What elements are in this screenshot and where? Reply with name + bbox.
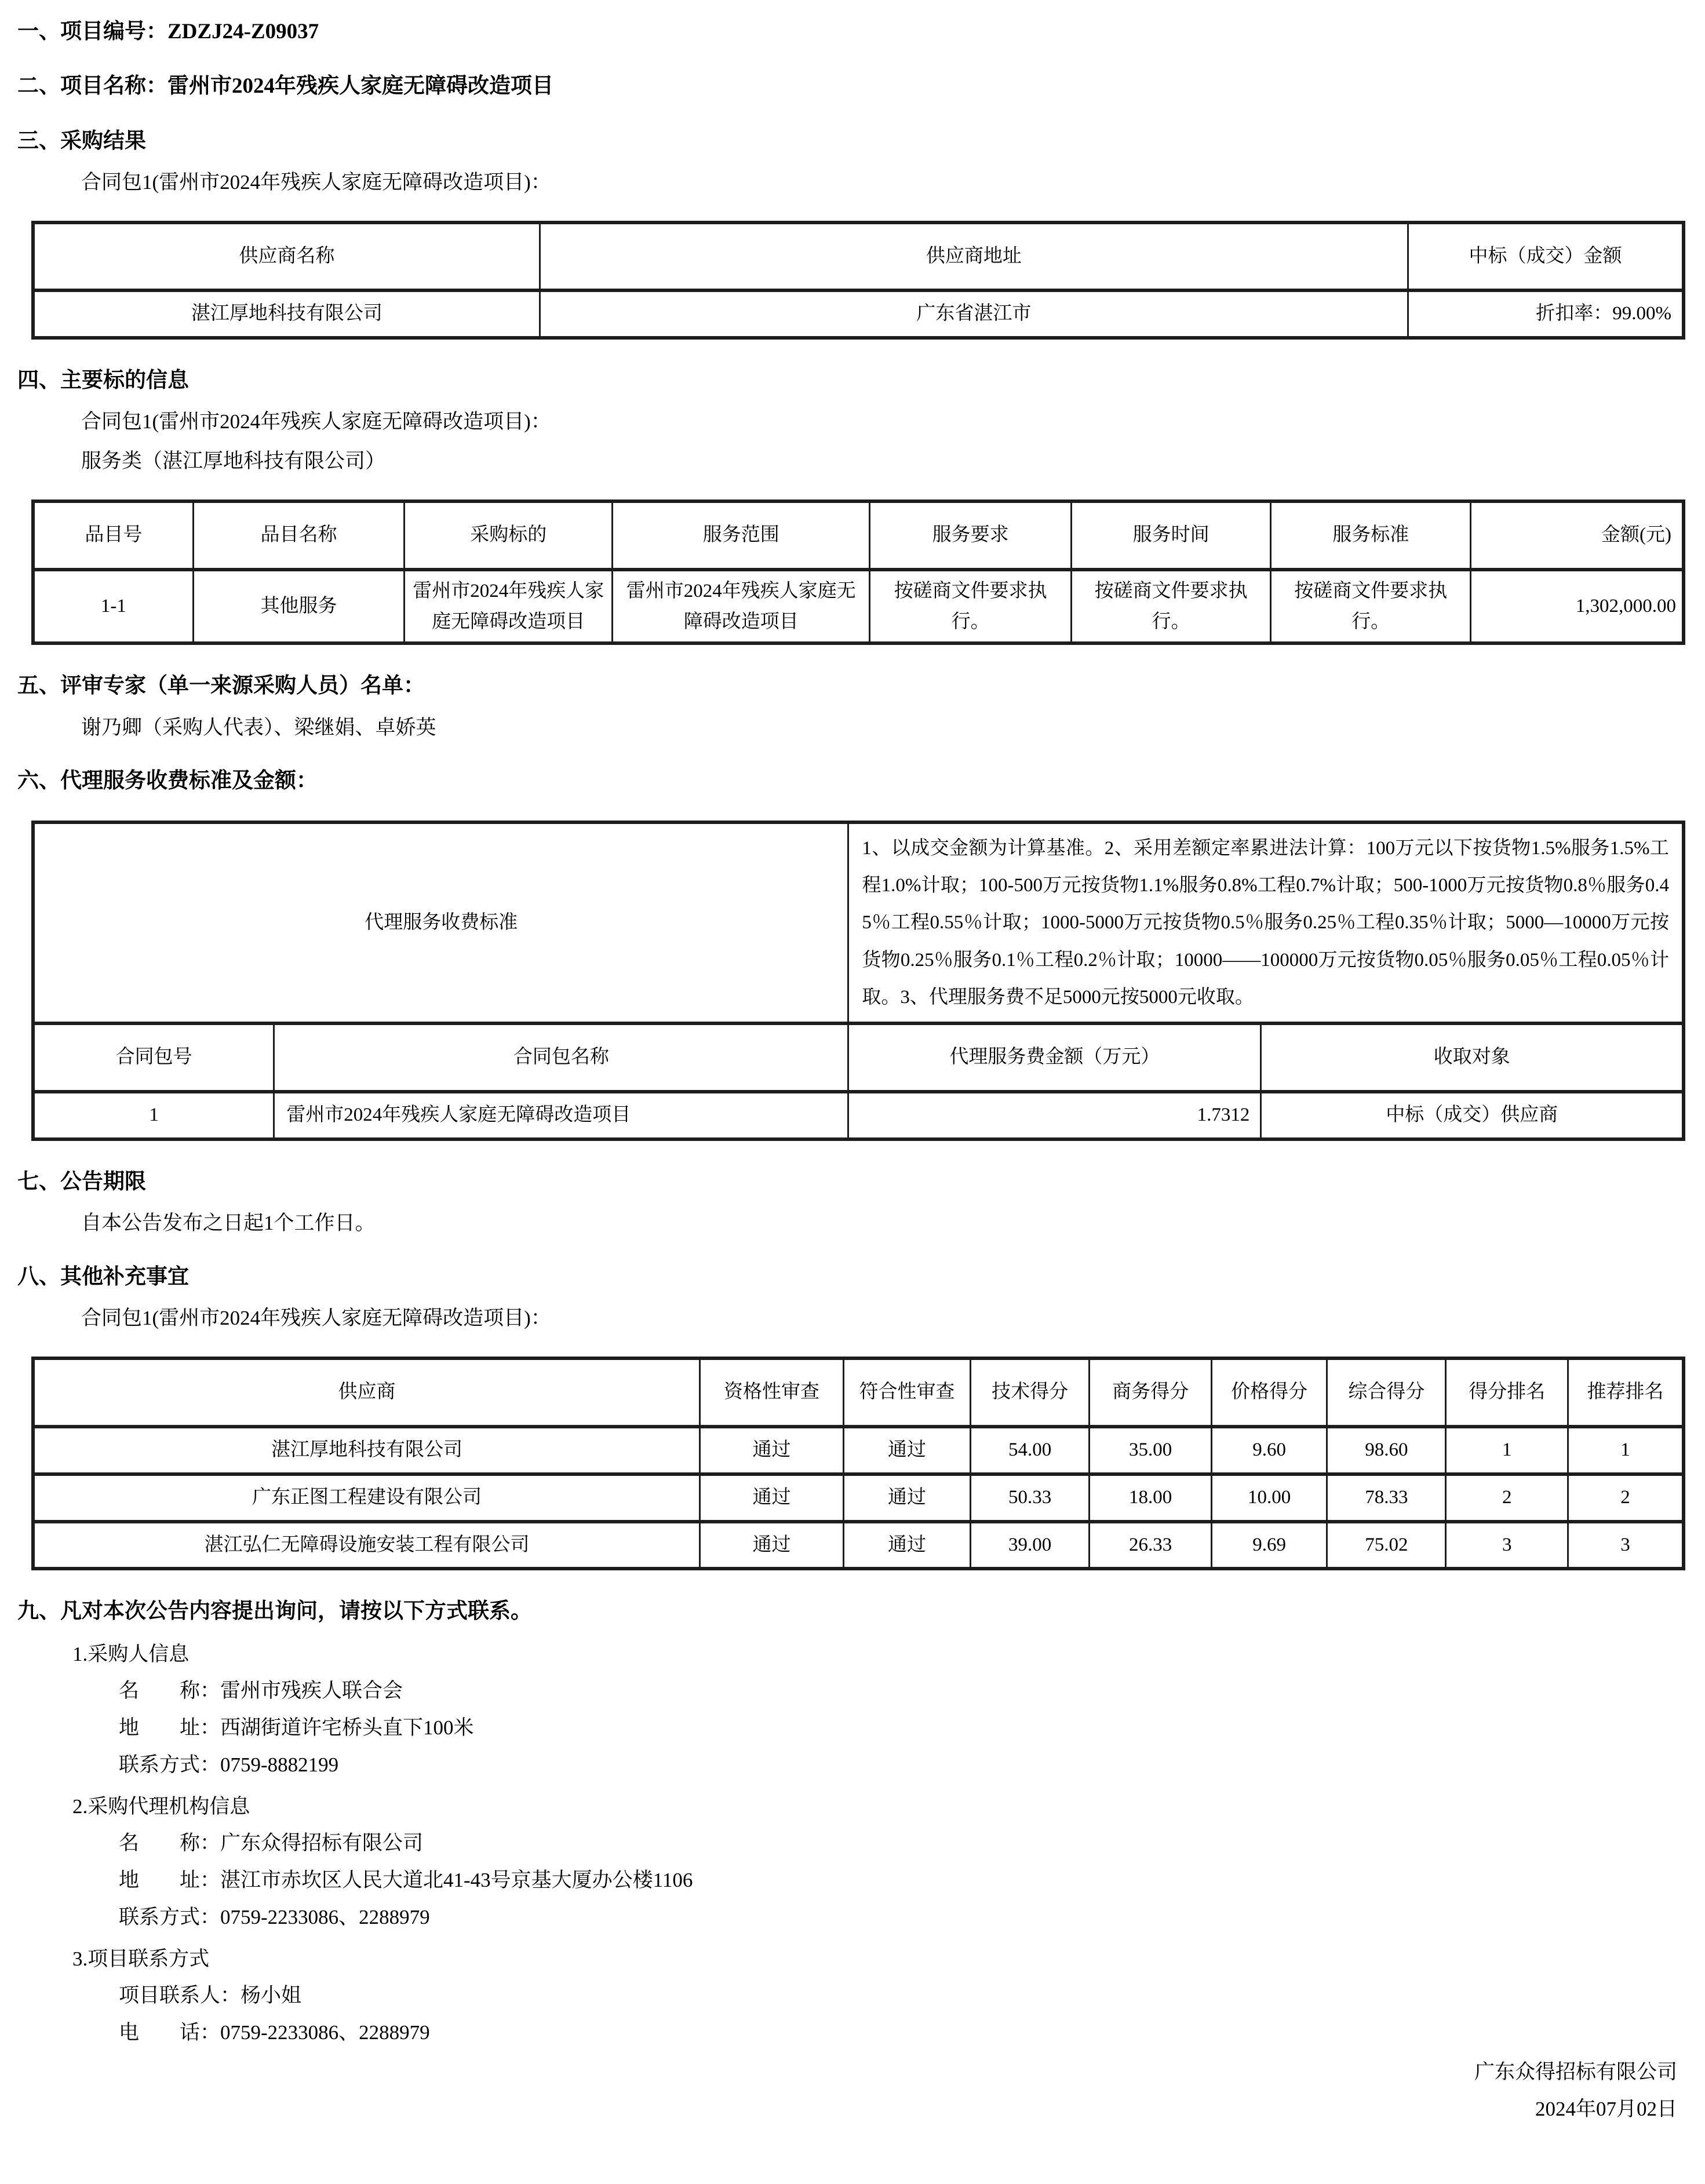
cell-supplier-name: 湛江厚地科技有限公司: [33, 290, 540, 338]
project-phone-line: 电 话：0759-2233086、2288979: [119, 2021, 430, 2044]
header-service-time: 服务时间: [1071, 501, 1271, 570]
cell-price-score: 10.00: [1211, 1474, 1327, 1522]
project-contact-person-line: 项目联系人：杨小姐: [119, 1984, 302, 2007]
cell-service-time: 按磋商文件要求执行。: [1071, 570, 1271, 644]
cell-qualification-review: 通过: [700, 1427, 844, 1474]
heading-project-name: 二、项目名称：雷州市2024年残疾人家庭无障碍改造项目: [17, 74, 553, 99]
cell-service-requirement: 按磋商文件要求执行。: [870, 570, 1071, 644]
cell-conformity-review: 通过: [843, 1427, 970, 1474]
cell-score-rank: 1: [1446, 1427, 1568, 1474]
header-total-score: 综合得分: [1327, 1358, 1446, 1427]
cell-technical-score: 50.33: [971, 1474, 1090, 1522]
heading-project-number: 一、项目编号：ZDZJ24-Z09037: [17, 20, 319, 43]
cell-business-score: 26.33: [1090, 1522, 1212, 1569]
cell-total-score: 75.02: [1327, 1522, 1446, 1569]
package-line-target: 合同包1(雷州市2024年残疾人家庭无障碍改造项目)：: [81, 410, 551, 433]
cell-technical-score: 54.00: [971, 1427, 1090, 1474]
supplier-score-table: [31, 1357, 1685, 1570]
cell-price-score: 9.60: [1211, 1427, 1327, 1474]
cell-score-rank: 2: [1446, 1474, 1568, 1522]
cell-fee-standard-label: 代理服务收费标准: [33, 822, 848, 1024]
header-item-name: 品目名称: [193, 501, 405, 570]
cell-service-standard: 按磋商文件要求执行。: [1271, 570, 1471, 644]
header-supplier-name: 供应商名称: [33, 223, 540, 291]
table-header-row: [33, 1023, 1684, 1092]
cell-fee-amount: 1.7312: [848, 1092, 1261, 1139]
table-data-row: [33, 290, 1684, 338]
header-amount-yuan: 金额(元): [1471, 501, 1684, 570]
cell-fee-standard-text: 1、以成交金额为计算基准。2、采用差额定率累进法计算：100万元以下按货物1.5%服务1.5%工程1.0%计取；100-500万元按货物1.1%服务0.8%工程0.7%计取；500-1000万元按货物0.8％服务0.45％工程0.55％计取；1000-5000万元按货物0.5％服务0.25％工程0.35％计取；5000—10000万元按货物0.25％服务0.1％工程0.2％计取；10000——100000万元按货物0.05％服务0.05％工程0.05％计取。3、代理服务费不足5000元按5000元收取。: [848, 822, 1684, 1024]
project-contact-title: 3.项目联系方式: [72, 1947, 210, 1970]
header-award-amount: 中标（成交）金额: [1408, 223, 1684, 291]
header-score-rank: 得分排名: [1446, 1358, 1568, 1427]
cell-score-rank: 3: [1446, 1522, 1568, 1569]
header-service-requirement: 服务要求: [870, 501, 1071, 570]
agency-phone-line: 联系方式：0759-2233086、2288979: [119, 1905, 430, 1928]
table-data-row: [33, 570, 1684, 644]
header-business-score: 商务得分: [1090, 1358, 1212, 1427]
header-recommend-rank: 推荐排名: [1568, 1358, 1684, 1427]
cell-supplier: 广东正图工程建设有限公司: [33, 1474, 700, 1522]
table-data-row: [33, 1092, 1684, 1139]
header-service-scope: 服务范围: [613, 501, 870, 570]
table-data-row: [33, 1522, 1684, 1569]
heading-agency-fee: 六、代理服务收费标准及金额：: [17, 769, 318, 793]
expert-names-line: 谢乃卿（采购人代表）、梁继娟、卓娇英: [81, 716, 436, 739]
table-data-row: [33, 1474, 1684, 1522]
table-header-row: [33, 501, 1684, 570]
header-technical-score: 技术得分: [971, 1358, 1090, 1427]
header-package-number: 合同包号: [33, 1023, 274, 1092]
heading-other-matters: 八、其他补充事宜: [17, 1265, 189, 1289]
table-data-row: [33, 1427, 1684, 1474]
cell-fee-payer: 中标（成交）供应商: [1261, 1092, 1684, 1139]
heading-expert-list: 五、评审专家（单一来源采购人员）名单：: [17, 674, 425, 698]
agency-info-title: 2.采购代理机构信息: [72, 1795, 250, 1818]
cell-recommend-rank: 2: [1568, 1474, 1684, 1522]
agency-address-line: 地 址：湛江市赤坎区人民大道北41-43号京基大厦办公楼1106: [119, 1869, 693, 1892]
cell-price-score: 9.69: [1211, 1522, 1327, 1569]
cell-service-scope: 雷州市2024年残疾人家庭无障碍改造项目: [613, 570, 870, 644]
heading-procurement-result: 三、采购结果: [17, 129, 146, 153]
header-item-number: 品目号: [33, 501, 193, 570]
cell-procurement-object: 雷州市2024年残疾人家庭无障碍改造项目: [405, 570, 613, 644]
cell-total-score: 98.60: [1327, 1427, 1446, 1474]
cell-business-score: 18.00: [1090, 1474, 1212, 1522]
purchaser-name-line: 名 称：雷州市残疾人联合会: [119, 1679, 403, 1702]
cell-item-name: 其他服务: [193, 570, 405, 644]
service-class-line: 服务类（湛江厚地科技有限公司）: [81, 450, 386, 473]
cell-conformity-review: 通过: [843, 1522, 970, 1569]
cell-qualification-review: 通过: [700, 1522, 844, 1569]
cell-qualification-review: 通过: [700, 1474, 844, 1522]
header-fee-amount: 代理服务费金额（万元）: [848, 1023, 1261, 1092]
agency-fee-table: [31, 821, 1685, 1141]
header-procurement-object: 采购标的: [405, 501, 613, 570]
header-supplier-address: 供应商地址: [540, 223, 1408, 291]
table-header-row: [33, 223, 1684, 291]
table-header-row: [33, 1358, 1684, 1427]
heading-bid-target-info: 四、主要标的信息: [17, 369, 189, 393]
cell-recommend-rank: 1: [1568, 1427, 1684, 1474]
agency-name-line: 名 称：广东众得招标有限公司: [119, 1832, 424, 1855]
purchaser-info-title: 1.采购人信息: [72, 1642, 190, 1665]
header-conformity-review: 符合性审查: [843, 1358, 970, 1427]
announcement-period-body: 自本公告发布之日起1个工作日。: [81, 1212, 376, 1235]
header-service-standard: 服务标准: [1271, 501, 1471, 570]
supplier-result-table: [31, 221, 1685, 340]
package-line-result: 合同包1(雷州市2024年残疾人家庭无障碍改造项目)：: [81, 170, 551, 194]
header-qualification-review: 资格性审查: [700, 1358, 844, 1427]
heading-announcement-period: 七、公告期限: [17, 1170, 146, 1194]
cell-business-score: 35.00: [1090, 1427, 1212, 1474]
cell-supplier-address: 广东省湛江市: [540, 290, 1408, 338]
cell-supplier: 湛江厚地科技有限公司: [33, 1427, 700, 1474]
footer-date: 2024年07月02日: [1535, 2097, 1677, 2120]
cell-total-score: 78.33: [1327, 1474, 1446, 1522]
cell-package-name: 雷州市2024年残疾人家庭无障碍改造项目: [274, 1092, 848, 1139]
cell-item-number: 1-1: [33, 570, 193, 644]
package-line-other: 合同包1(雷州市2024年残疾人家庭无障碍改造项目)：: [81, 1307, 551, 1330]
header-supplier: 供应商: [33, 1358, 700, 1427]
cell-recommend-rank: 3: [1568, 1522, 1684, 1569]
header-fee-payer: 收取对象: [1261, 1023, 1684, 1092]
purchaser-address-line: 地 址：西湖街道许宅桥头直下100米: [119, 1716, 474, 1740]
header-package-name: 合同包名称: [274, 1023, 848, 1092]
cell-conformity-review: 通过: [843, 1474, 970, 1522]
cell-technical-score: 39.00: [971, 1522, 1090, 1569]
header-price-score: 价格得分: [1211, 1358, 1327, 1427]
bid-target-table: [31, 499, 1685, 645]
cell-package-number: 1: [33, 1092, 274, 1139]
fee-standard-row: [33, 822, 1684, 1024]
cell-award-amount: 折扣率：99.00%: [1408, 290, 1684, 338]
cell-amount-yuan: 1,302,000.00: [1471, 570, 1684, 644]
heading-contact-info: 九、凡对本次公告内容提出询问，请按以下方式联系。: [17, 1599, 532, 1624]
cell-supplier: 湛江弘仁无障碍设施安装工程有限公司: [33, 1522, 700, 1569]
footer-company: 广东众得招标有限公司: [1474, 2060, 1677, 2083]
purchaser-phone-line: 联系方式：0759-8882199: [119, 1753, 339, 1776]
